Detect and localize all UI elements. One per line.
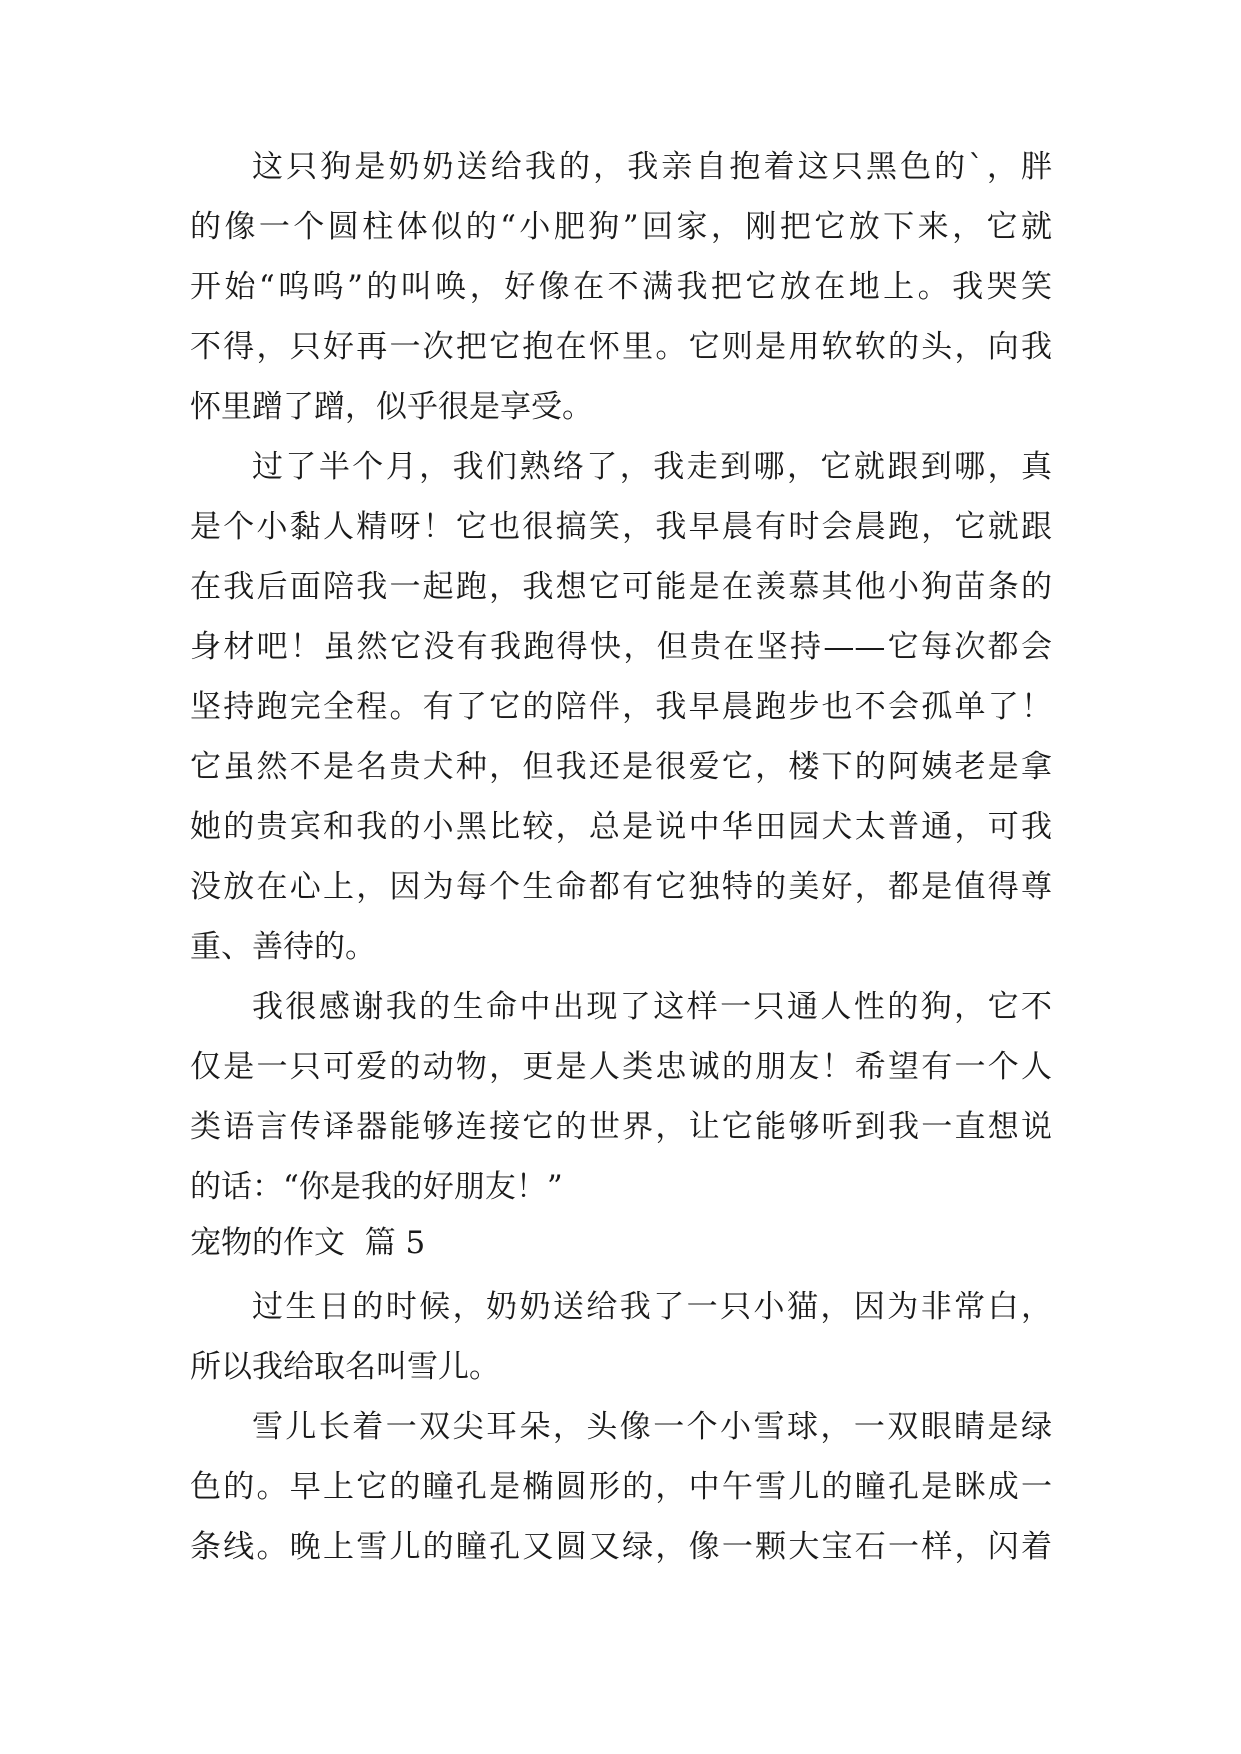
- paragraph-1-line-1: 这只狗是奶奶送给我的，我亲自抱着这只黑色的`，胖: [252, 149, 1052, 185]
- paragraph-3-line-1: 我很感谢我的生命中出现了这样一只通人性的狗，它不: [252, 989, 1052, 1025]
- paragraph-1-line-4: 不得，只好再一次把它抱在怀里。它则是用软软的头，向我: [190, 329, 1052, 365]
- paragraph-5-line-3: 条线。晚上雪儿的瞳孔又圆又绿，像一颗大宝石一样，闪着: [190, 1529, 1052, 1565]
- paragraph-2-line-3: 在我后面陪我一起跑，我想它可能是在羡慕其他小狗苗条的: [190, 569, 1052, 605]
- paragraph-3-line-3: 类语言传译器能够连接它的世界，让它能够听到我一直想说: [190, 1109, 1052, 1145]
- paragraph-5-line-2: 色的。早上它的瞳孔是椭圆形的，中午雪儿的瞳孔是眯成一: [190, 1469, 1052, 1505]
- paragraph-2-line-8: 没放在心上，因为每个生命都有它独特的美好，都是值得尊: [190, 869, 1052, 905]
- paragraph-2-line-9: 重、善待的。: [190, 929, 376, 965]
- paragraph-1-line-5: 怀里蹭了蹭，似乎很是享受。: [190, 389, 593, 425]
- paragraph-1-line-2: 的像一个圆柱体似的“小肥狗”回家，刚把它放下来，它就: [190, 209, 1052, 245]
- paragraph-2-line-2: 是个小黏人精呀！它也很搞笑，我早晨有时会晨跑，它就跟: [190, 509, 1052, 545]
- paragraph-3-line-4: 的话：“你是我的好朋友！”: [190, 1169, 563, 1205]
- paragraph-4-line-1: 过生日的时候，奶奶送给我了一只小猫，因为非常白，: [252, 1289, 1052, 1325]
- paragraph-1-line-3: 开始“呜呜”的叫唤，好像在不满我把它放在地上。我哭笑: [190, 269, 1052, 305]
- paragraph-2-line-7: 她的贵宾和我的小黑比较，总是说中华田园犬太普通，可我: [190, 809, 1052, 845]
- paragraph-2-line-4: 身材吧！虽然它没有我跑得快，但贵在坚持——它每次都会: [190, 629, 1052, 665]
- paragraph-2-line-6: 它虽然不是名贵犬种，但我还是很爱它，楼下的阿姨老是拿: [190, 749, 1052, 785]
- section-heading: 宠物的作文 篇 5: [190, 1225, 426, 1261]
- paragraph-4-line-2: 所以我给取名叫雪儿。: [190, 1349, 500, 1385]
- paragraph-3-line-2: 仅是一只可爱的动物，更是人类忠诚的朋友！希望有一个人: [190, 1049, 1052, 1085]
- paragraph-2-line-5: 坚持跑完全程。有了它的陪伴，我早晨跑步也不会孤单了！: [190, 689, 1052, 725]
- paragraph-2-line-1: 过了半个月，我们熟络了，我走到哪，它就跟到哪，真: [252, 449, 1052, 485]
- paragraph-5-line-1: 雪儿长着一双尖耳朵，头像一个小雪球，一双眼睛是绿: [252, 1409, 1052, 1445]
